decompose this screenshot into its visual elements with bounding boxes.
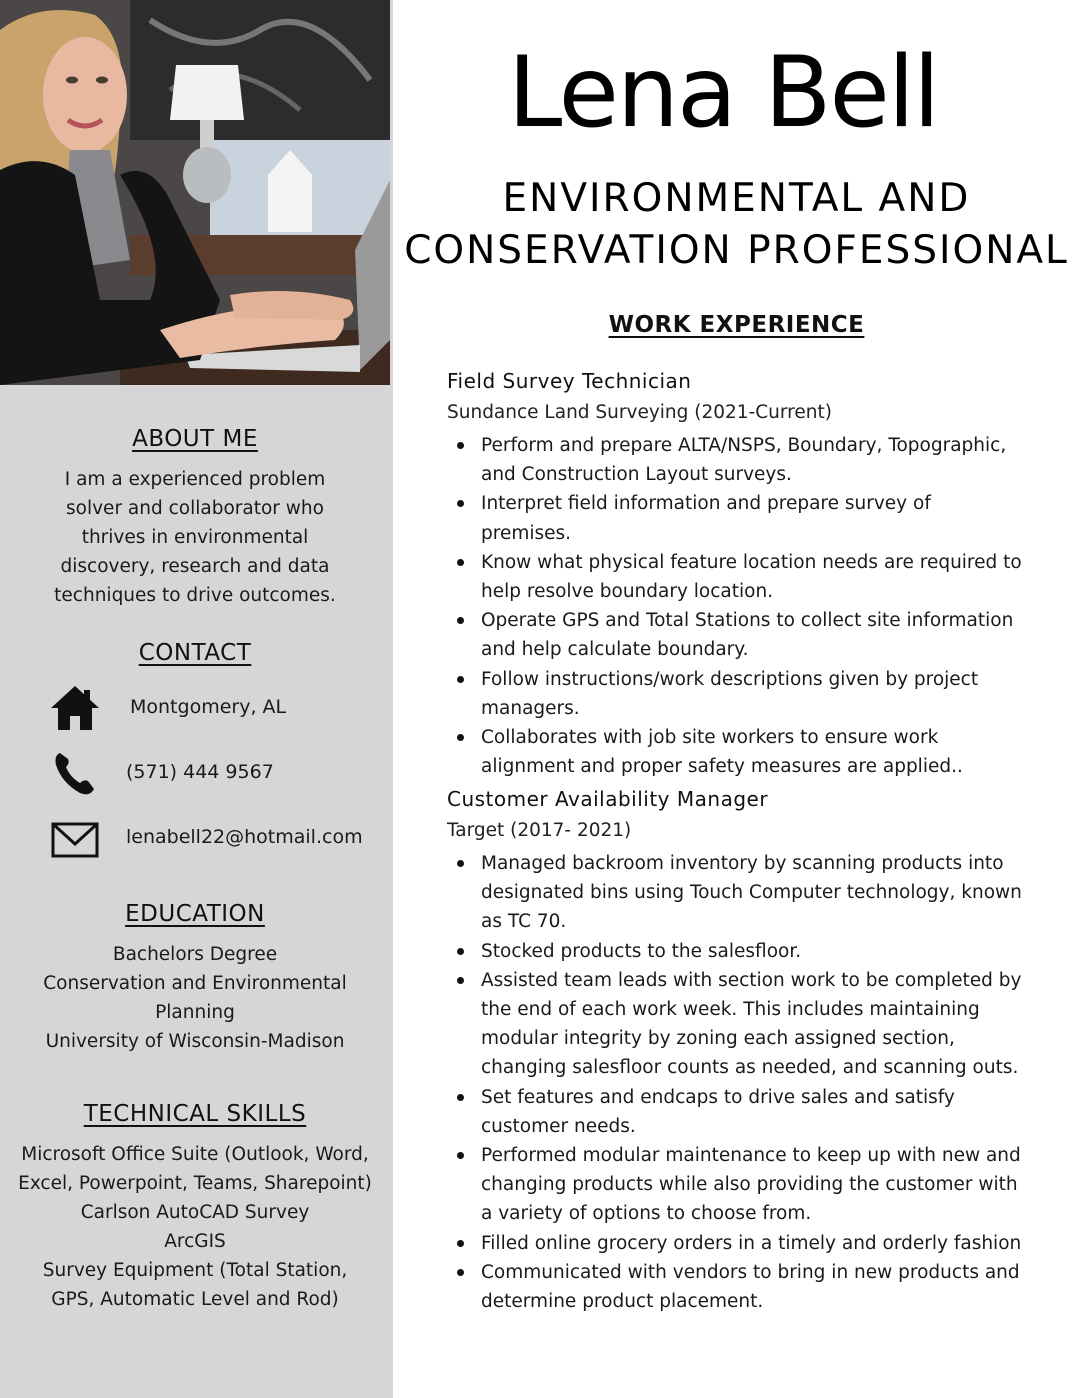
education-degree: Bachelors Degree <box>112 944 278 965</box>
education-school: University of Wisconsin-Madison <box>45 1031 345 1052</box>
title-line-1: ENVIRONMENTAL AND <box>502 176 971 221</box>
mail-icon <box>48 814 102 864</box>
job-bullets <box>447 849 1047 1316</box>
job-bullet: Know what physical feature location needs are required to help resolve boundary location. <box>447 548 1026 606</box>
job-bullet: Collaborates with job site workers to ensure work alignment and proper safety measures are applied.. <box>447 723 1026 781</box>
home-icon <box>48 684 102 734</box>
job-bullet: Set features and endcaps to drive sales and satisfy customer needs. <box>447 1083 1026 1141</box>
job-bullet: Operate GPS and Total Stations to collect site information and help calculate boundary. <box>447 606 1026 664</box>
skills-section <box>0 1101 390 1314</box>
work-experience-heading: WORK EXPERIENCE <box>608 312 865 338</box>
profile-photo <box>0 0 390 385</box>
education-heading: EDUCATION <box>125 901 265 927</box>
contact-email-text[interactable]: lenabell22@hotmail.com <box>126 826 363 848</box>
contact-phone <box>0 749 390 799</box>
skill-item: Microsoft Office Suite (Outlook, Word, Excel, Powerpoint, Teams, Sharepoint) <box>18 1144 372 1194</box>
phone-icon <box>48 749 102 799</box>
about-section <box>0 426 390 610</box>
job-bullet: Interpret field information and prepare survey of premises. <box>447 489 1026 547</box>
skill-item: Carlson AutoCAD Survey <box>80 1202 310 1223</box>
skill-item: ArcGIS <box>164 1231 226 1252</box>
job-bullet: Stocked products to the salesfloor. <box>447 937 1026 966</box>
job-bullets <box>447 431 1047 781</box>
profile-photo-illustration <box>0 0 390 385</box>
job-bullet: Perform and prepare ALTA/NSPS, Boundary, Topographic, and Construction Layout surveys. <box>447 431 1026 489</box>
contact-section <box>0 640 390 666</box>
about-text: I am a experienced problem solver and collaborator who thrives in environmental discovery, research and data techniques to drive outcomes. <box>54 469 336 606</box>
person-name: Lena Bell <box>507 36 939 150</box>
job-title: Field Survey Technician <box>447 369 692 393</box>
job-bullet: Performed modular maintenance to keep up with new and changing products while also providing the customer with a variety of options to choose from. <box>447 1141 1026 1229</box>
job-entry <box>447 369 1047 781</box>
job-company: Target (2017- 2021) <box>447 820 632 841</box>
contact-email <box>0 814 390 864</box>
about-heading: ABOUT ME <box>132 426 258 452</box>
education-section <box>0 901 390 1056</box>
job-bullet: Managed backroom inventory by scanning products into designated bins using Touch Computer technology, known as TC 70. <box>447 849 1026 937</box>
job-title: Customer Availability Manager <box>447 787 769 811</box>
skill-item: Survey Equipment (Total Station, GPS, Automatic Level and Rod) <box>42 1260 348 1310</box>
education-field: Conservation and Environmental Planning <box>43 973 347 1023</box>
contact-location-text: Montgomery, AL <box>130 696 287 718</box>
contact-location <box>0 684 390 734</box>
job-bullet: Filled online grocery orders in a timely and orderly fashion <box>447 1229 1026 1258</box>
job-bullet: Assisted team leads with section work to be completed by the end of each work week. This includes maintaining modular integrity by zoning each assigned section, changing salesfloor counts as needed, and scanning outs. <box>447 966 1026 1083</box>
skills-heading: TECHNICAL SKILLS <box>83 1101 307 1127</box>
job-company: Sundance Land Surveying (2021-Current) <box>447 402 832 423</box>
job-bullet: Follow instructions/work descriptions given by project managers. <box>447 665 1026 723</box>
job-entry <box>447 787 1047 1316</box>
job-bullet: Communicated with vendors to bring in new products and determine product placement. <box>447 1258 1026 1316</box>
title-line-2: CONSERVATION PROFESSIONAL <box>404 228 1069 273</box>
sidebar <box>0 0 393 1398</box>
contact-heading: CONTACT <box>138 640 252 666</box>
contact-phone-text: (571) 444 9567 <box>126 761 274 783</box>
